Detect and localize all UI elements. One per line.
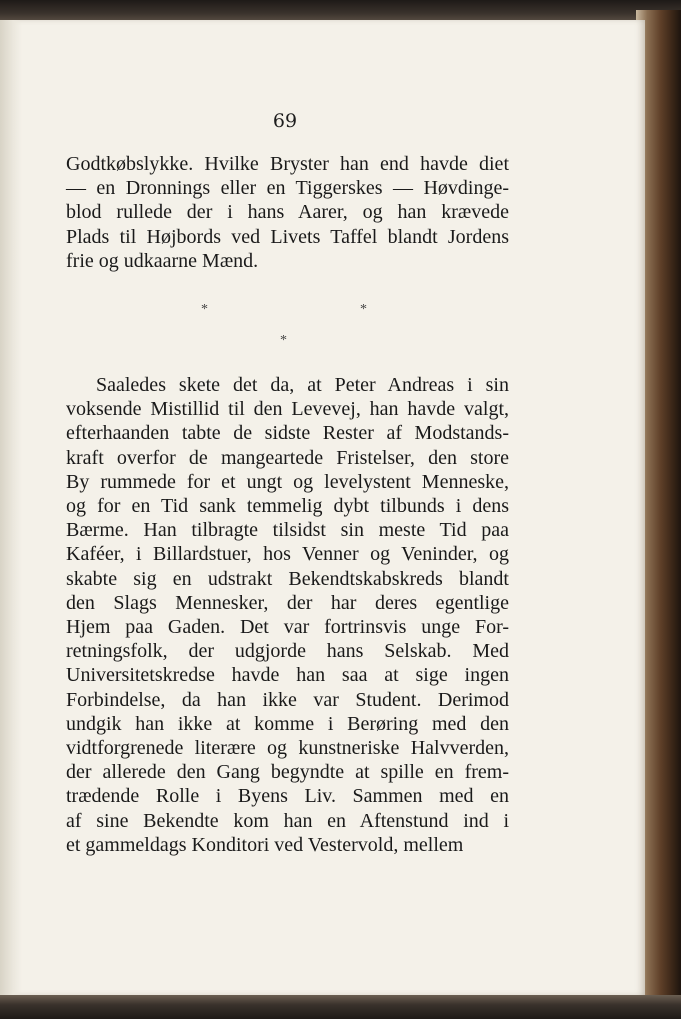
text-line: Hjem paa Gaden. Det var fortrinsvis unge For- [66,616,509,639]
text-line: trædende Rolle i Byens Liv. Sammen med en [66,785,509,808]
text-line: kraft overfor de mangeartede Fristelser, den store [66,446,509,469]
text-line: efterhaanden tabte de sidste Rester af Modstands- [66,422,509,445]
text-line: retningsfolk, der udgjorde hans Selskab. Med [66,640,509,663]
text-line: voksende Mistillid til den Levevej, han havde valgt, [66,398,509,421]
book-bottom-edge [0,995,681,1019]
text-line: Godtkøbslykke. Hvilke Bryster han end havde diet [66,153,509,175]
text-line: den Slags Mennesker, der har deres egentlige [66,591,509,614]
paragraph-1 [66,152,509,273]
book-top-edge [0,0,681,22]
text-line: af sine Bekendte kom han en Aftenstund ind i [66,809,509,832]
asterism-center: * [280,333,287,348]
text-line: Forbindelse, da han ikke var Student. Derimod [66,688,509,711]
page-gutter [0,20,22,995]
text-line: By rummede for et ungt og levelystent Menneske, [66,470,509,493]
text-line: Bærme. Han tilbragte tilsidst sin meste Tid paa [66,519,509,542]
text-line: blod rullede der i hans Aarer, og han krævede [66,201,509,224]
text-line: et gammeldags Konditori ved Vestervold, mellem [66,833,464,856]
page-number: 69 [272,110,298,132]
text-line: Universitetskredse havde han saa at sige ingen [66,664,509,687]
asterism-right: * [360,302,367,317]
asterism-left: * [201,302,208,317]
text-line: frie og udkaarne Mænd. [66,249,259,272]
paragraph-2 [66,373,509,857]
text-line: skabte sig en udstrakt Bekendtskabskreds blandt [66,567,509,590]
text-line: Saaledes skete det da, at Peter Andreas i sin [96,374,509,396]
text-line: Kaféer, i Billardstuer, hos Venner og Veninder, og [66,543,509,566]
text-line: der allerede den Gang begyndte at spille en frem- [66,761,509,784]
text-line: Plads til Højbords ved Livets Taffel blandt Jordens [66,225,509,248]
text-line: vidtforgrenede literære og kunstneriske Halvverden, [66,737,509,760]
text-line: — en Dronnings eller en Tiggerskes — Høvdinge- [66,177,509,200]
text-line: undgik han ikke at komme i Berøring med den [66,712,509,735]
text-line: og for en Tid sank temmelig dybt tilbunds i dens [66,495,509,518]
